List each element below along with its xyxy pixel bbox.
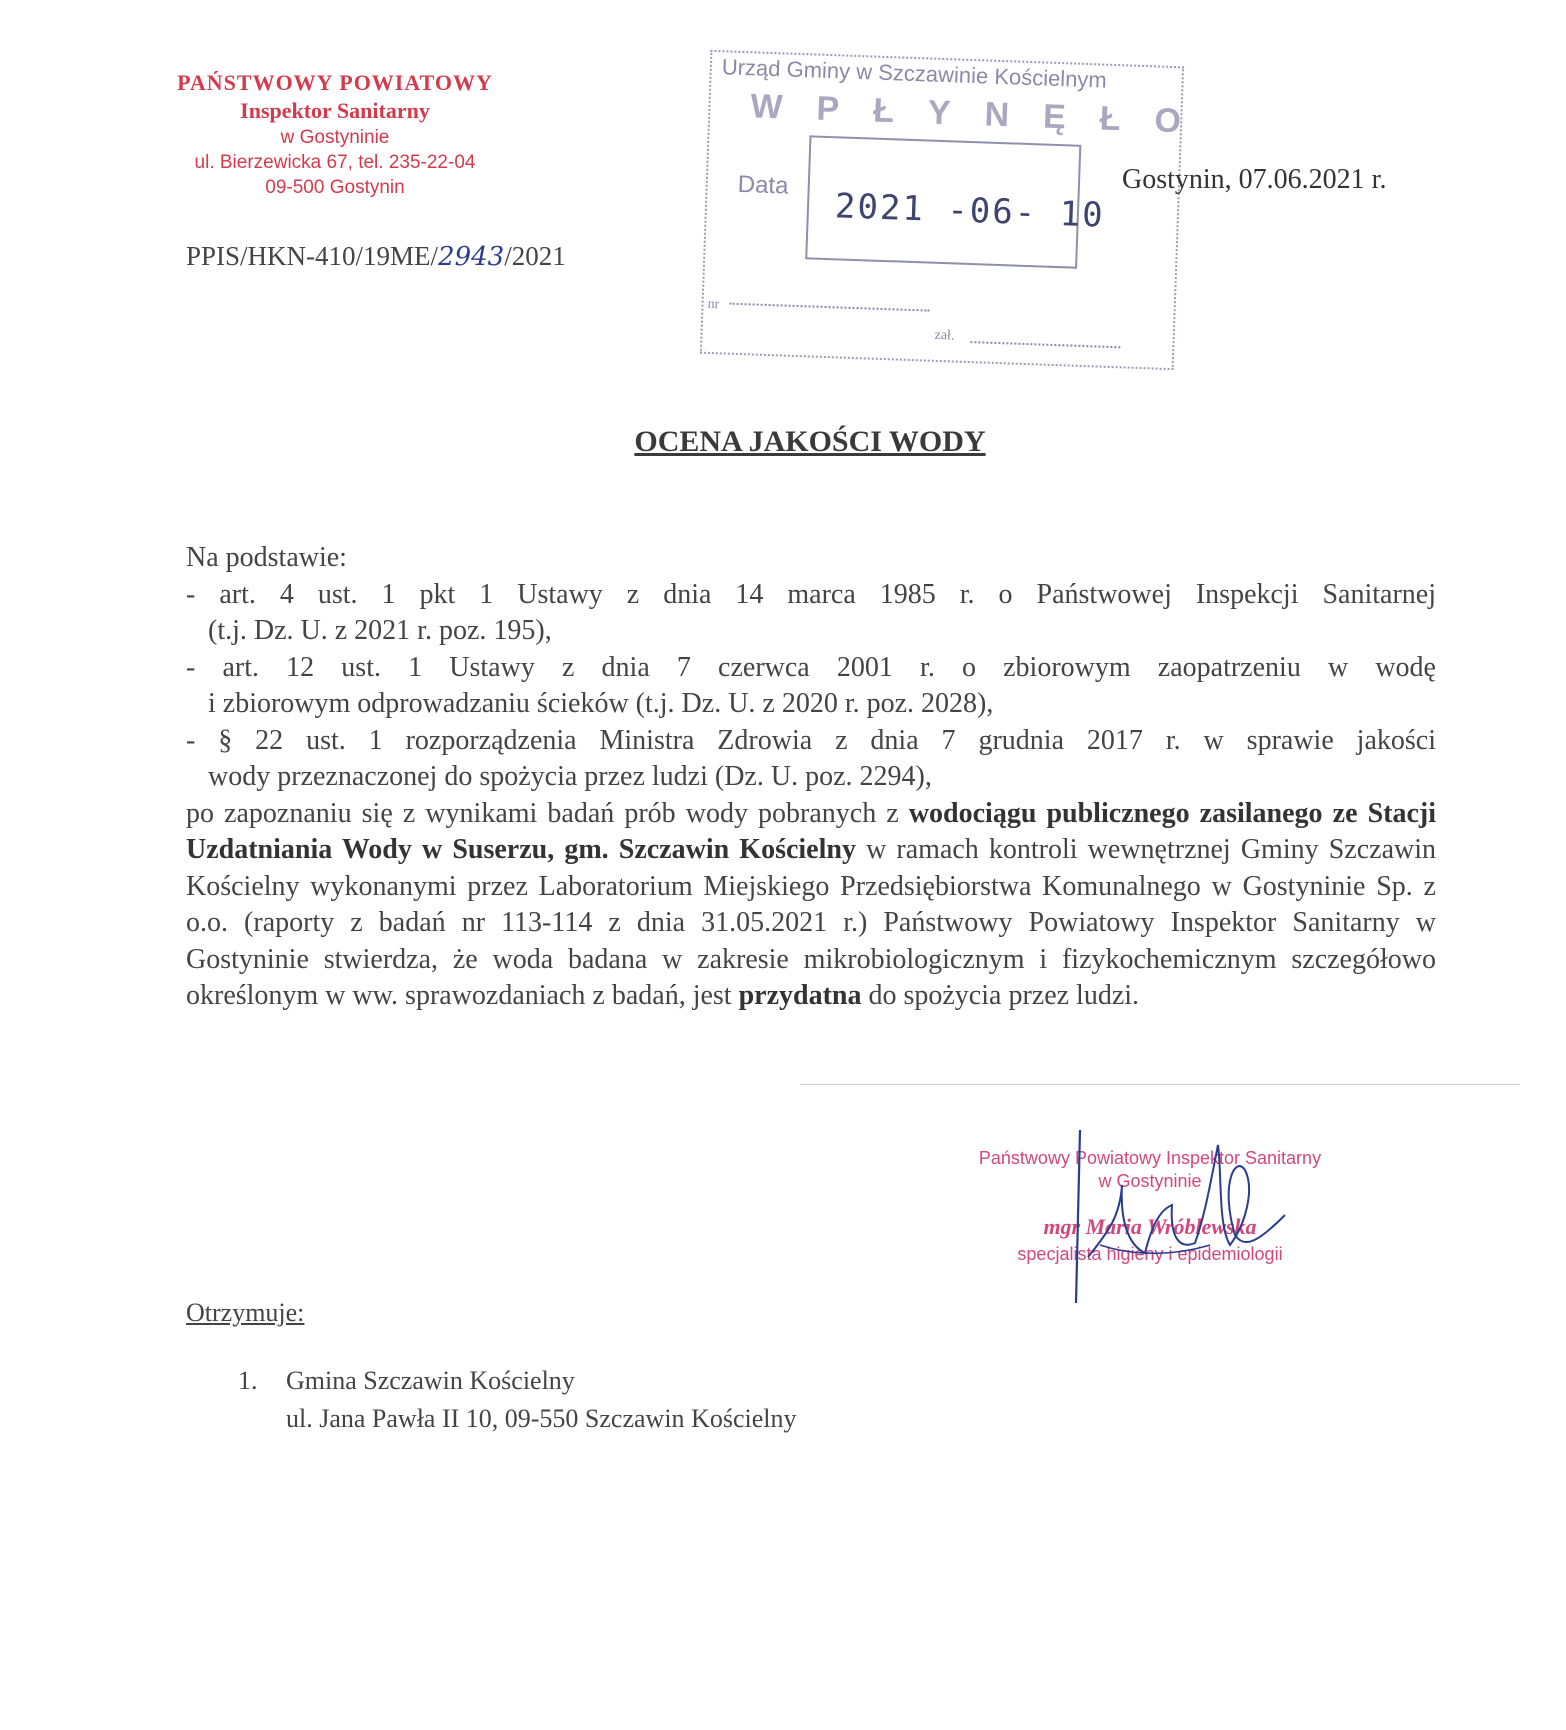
legal-basis-2-line1: - art. 12 ust. 1 Ustawy z dnia 7 czerwca 2001 r. o zbiorowym zaopatrzeniu w wodę — [186, 651, 1436, 683]
conclusion-text-a: po zapoznaniu się z wynikami badań prób wody pobranych z — [186, 797, 909, 829]
received-stamp — [700, 50, 1216, 370]
water-supply-name: wodociągu publicznego zasilanego ze Stacji Uzdatniania Wody w Suserzu, gm. Szczawin Kościelny — [186, 797, 1436, 865]
signature-stamp-name: mgr Maria Wróblewska — [1043, 1214, 1257, 1239]
recipient-name: Gmina Szczawin Kościelny — [286, 1366, 575, 1395]
recipient-number: 1. — [238, 1366, 258, 1395]
legal-basis-3-line2: wody przeznaczonej do spożycia przez ludzi (Dz. U. poz. 2294), — [208, 761, 932, 792]
conclusion-text-c: do spożycia przez ludzi. — [861, 980, 1140, 1011]
signature-stamp-line2: w Gostyninie — [1098, 1171, 1202, 1191]
conclusion-paragraph — [186, 796, 1436, 1015]
conclusion-text-b: w ramach kontroli wewnętrznej Gminy Szczawin Kościelny wykonanymi przez Laboratorium Miejskiego Przedsiębiorstwa Komunalnego w Gostyninie Sp. z o.o. (raporty z badań nr 113-114 z dnia 31.05.2021 r.) Państwowy Powiatowy Inspektor Sanitarny w Gostyninie stwierdza, że woda badana w zakresie mikrobiologicznym i fizykochemicznym szczegółowo określonym w ww. sprawozdaniach z badań, jest — [186, 834, 1436, 1011]
sender-stamp-line2: Inspektor Sanitarny — [240, 98, 430, 123]
legal-basis-2-line2: i zbiorowym odprowadzaniu ścieków (t.j. Dz. U. z 2020 r. poz. 2028), — [208, 688, 994, 719]
handwritten-signature — [1060, 1125, 1290, 1310]
reference-handwritten: 2943 — [438, 242, 505, 272]
reference-number — [186, 241, 566, 272]
recipient-address: ul. Jana Pawła II 10, 09-550 Szczawin Kościelny — [286, 1404, 797, 1433]
received-stamp-nr-label: nr — [707, 296, 720, 313]
sender-stamp-line3: w Gostyninie — [280, 127, 390, 148]
reference-prefix: PPIS/HKN-410/19ME/ — [186, 241, 439, 271]
signature-stamp-line1: Państwowy Powiatowy Inspektor Sanitarny — [978, 1148, 1322, 1168]
body-intro: Na podstawie: — [186, 542, 347, 573]
document-title: OCENA JAKOŚCI WODY — [634, 425, 986, 458]
place-date: Gostynin, 07.06.2021 r. — [1122, 164, 1387, 195]
divider — [800, 1084, 1520, 1085]
legal-basis-1-line1: - art. 4 ust. 1 pkt 1 Ustawy z dnia 14 marca 1985 r. o Państwowej Inspekcji Sanitarnej — [186, 578, 1436, 610]
legal-basis-3-line1: - § 22 ust. 1 rozporządzenia Ministra Zdrowia z dnia 7 grudnia 2017 r. w sprawie jakości — [186, 724, 1436, 756]
received-stamp-date-value: 2021 -06- 10 — [834, 186, 1106, 236]
recipients-list — [238, 1362, 796, 1438]
sender-stamp — [150, 70, 520, 199]
legal-basis-1-line2: (t.j. Dz. U. z 2021 r. poz. 195), — [208, 615, 552, 646]
recipient-item — [238, 1362, 796, 1400]
received-stamp-date-label: Data — [737, 170, 789, 200]
verdict: przydatna — [738, 980, 862, 1011]
received-stamp-office: Urząd Gminy w Szczawinie Kościelnym — [721, 54, 1108, 93]
received-stamp-zal-label: zał. — [934, 327, 955, 344]
sender-stamp-line4: ul. Bierzewicka 67, tel. 235-22-04 — [194, 152, 476, 173]
recipients-label: Otrzymuje: — [186, 1298, 305, 1327]
document-body — [186, 540, 1436, 1015]
received-stamp-nr-line — [730, 303, 930, 312]
received-stamp-zal-line — [970, 341, 1120, 348]
sender-stamp-line1: PAŃSTWOWY POWIATOWY — [177, 70, 493, 95]
sender-stamp-line5: 09-500 Gostynin — [265, 177, 405, 198]
received-stamp-status: WPŁYNĘŁO — [749, 87, 1216, 142]
signature-stamp-role: specjalista higieny i epidemiologii — [1017, 1244, 1283, 1264]
reference-suffix: /2021 — [504, 241, 566, 271]
